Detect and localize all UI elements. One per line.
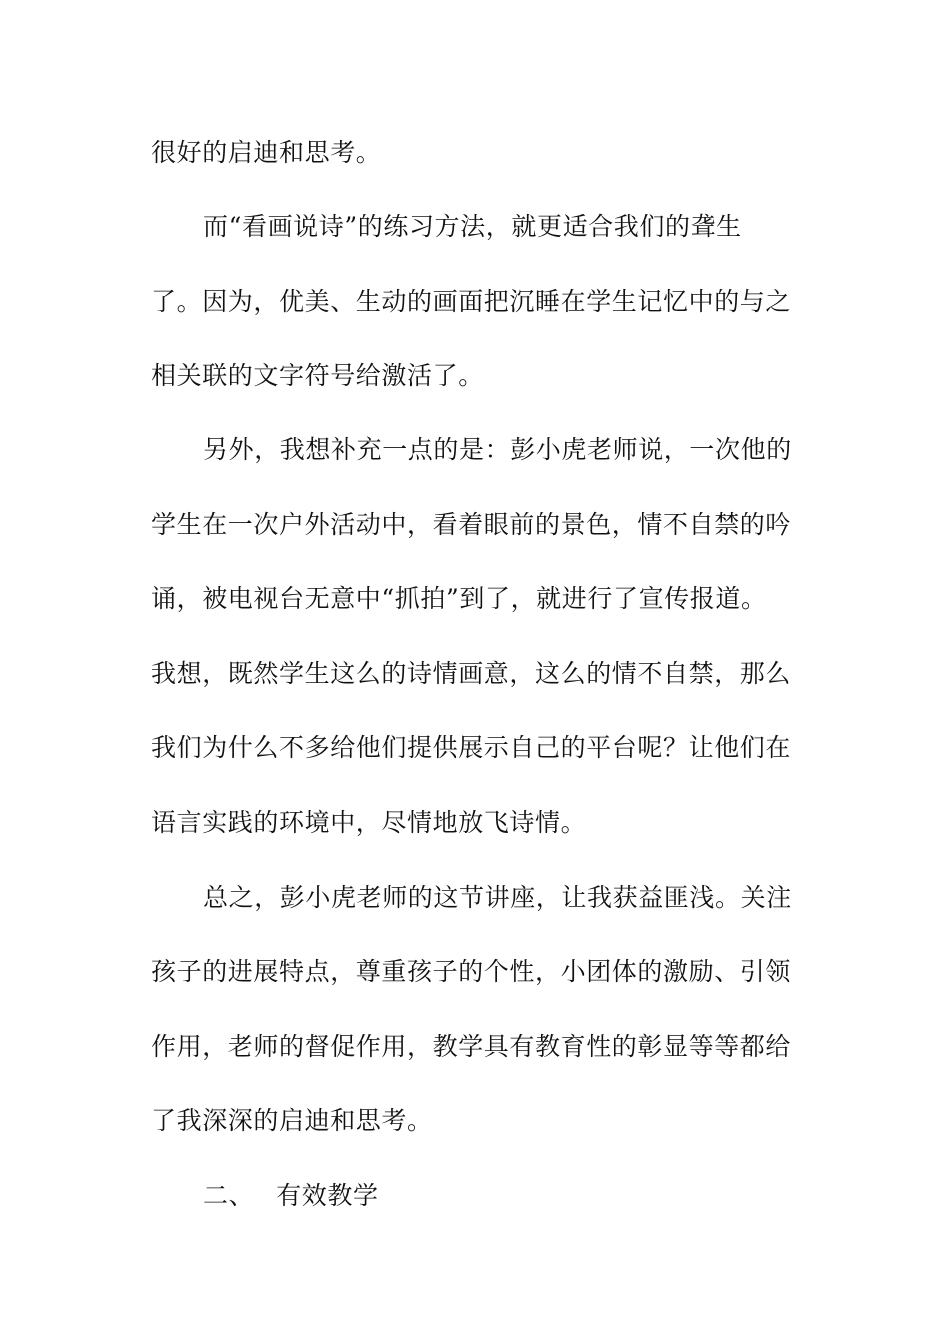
- section-heading-title: 有效教学: [276, 1181, 379, 1210]
- text-line-6: 学生在一次户外活动中，看着眼前的景色，情不自禁的吟: [151, 510, 792, 539]
- text-line-8: 我想，既然学生这么的诗情画意，这么的情不自禁，那么: [151, 659, 792, 688]
- paragraph-start-3: 另外，我想补充一点的是：彭小虎老师说，一次他的: [203, 435, 792, 464]
- section-heading-number: 二、: [203, 1181, 255, 1210]
- paragraph-start-4: 总之，彭小虎老师的这节讲座，让我获益匪浅。关注: [203, 883, 792, 912]
- text-line-9: 我们为什么不多给他们提供展示自己的平台呢？让他们在: [151, 733, 792, 762]
- text-line-3: 了。因为，优美、生动的画面把沉睡在学生记忆中的与之: [151, 287, 792, 316]
- text-line-7: 诵，被电视台无意中“抓拍”到了，就进行了宣传报道。: [151, 584, 767, 613]
- text-line-1: 很好的启迪和思考。: [151, 138, 382, 167]
- text-line-12: 孩子的进展特点，尊重孩子的个性，小团体的激励、引领: [151, 957, 792, 986]
- text-line-10: 语言实践的环境中，尽情地放飞诗情。: [151, 808, 587, 837]
- section-heading: [203, 1179, 848, 1213]
- text-line-4: 相关联的文字符号给激活了。: [151, 361, 484, 390]
- text-line-14: 了我深深的启迪和思考。: [151, 1106, 433, 1135]
- paragraph-start-2: 而“看画说诗”的练习方法，就更适合我们的聋生: [203, 212, 742, 241]
- text-line-13: 作用，老师的督促作用，教学具有教育性的彰显等等都给: [151, 1032, 792, 1061]
